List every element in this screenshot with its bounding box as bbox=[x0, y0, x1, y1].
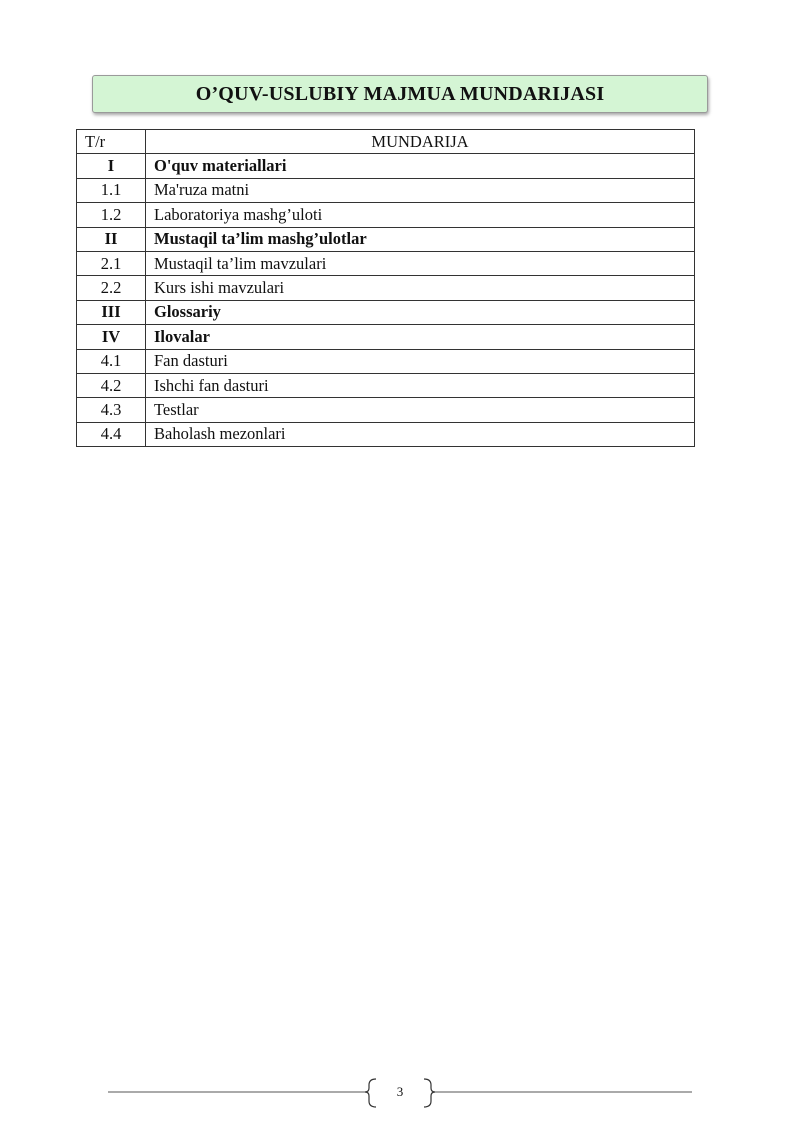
row-title: Mustaqil ta’lim mashg’ulotlar bbox=[146, 227, 695, 251]
table-row bbox=[77, 276, 695, 300]
row-number: 1.2 bbox=[77, 203, 146, 227]
table-header-row bbox=[77, 130, 695, 154]
row-number: 2.1 bbox=[77, 251, 146, 275]
table-row bbox=[77, 398, 695, 422]
contents-table bbox=[76, 129, 695, 447]
page-footer bbox=[108, 1078, 692, 1108]
page-number: 3 bbox=[396, 1084, 404, 1099]
row-title: Glossariy bbox=[146, 300, 695, 324]
section-row bbox=[77, 300, 695, 324]
row-title: O'quv materiallari bbox=[146, 154, 695, 178]
header-number: T/r bbox=[77, 130, 146, 154]
row-title: Kurs ishi mavzulari bbox=[146, 276, 695, 300]
row-number: 4.1 bbox=[77, 349, 146, 373]
row-title: Mustaqil ta’lim mavzulari bbox=[146, 251, 695, 275]
row-number: I bbox=[77, 154, 146, 178]
table-row bbox=[77, 422, 695, 446]
row-number: 4.3 bbox=[77, 398, 146, 422]
table-row bbox=[77, 178, 695, 202]
row-title: Ishchi fan dasturi bbox=[146, 373, 695, 397]
table-row bbox=[77, 251, 695, 275]
table-row bbox=[77, 349, 695, 373]
section-row bbox=[77, 154, 695, 178]
row-title: Testlar bbox=[146, 398, 695, 422]
section-row bbox=[77, 227, 695, 251]
row-number: II bbox=[77, 227, 146, 251]
row-number: 4.4 bbox=[77, 422, 146, 446]
document-title-text: O’QUV-USLUBIY MAJMUA MUNDARIJASI bbox=[195, 82, 605, 105]
header-title: MUNDARIJA bbox=[146, 130, 695, 154]
table-row bbox=[77, 373, 695, 397]
section-row bbox=[77, 325, 695, 349]
document-title bbox=[92, 75, 708, 113]
row-number: 2.2 bbox=[77, 276, 146, 300]
row-number: IV bbox=[77, 325, 146, 349]
row-title: Ma'ruza matni bbox=[146, 178, 695, 202]
table-row bbox=[77, 203, 695, 227]
row-number: 4.2 bbox=[77, 373, 146, 397]
row-number: III bbox=[77, 300, 146, 324]
row-title: Laboratoriya mashg’uloti bbox=[146, 203, 695, 227]
row-number: 1.1 bbox=[77, 178, 146, 202]
contents-table-body bbox=[77, 154, 695, 447]
row-title: Fan dasturi bbox=[146, 349, 695, 373]
row-title: Ilovalar bbox=[146, 325, 695, 349]
row-title: Baholash mezonlari bbox=[146, 422, 695, 446]
